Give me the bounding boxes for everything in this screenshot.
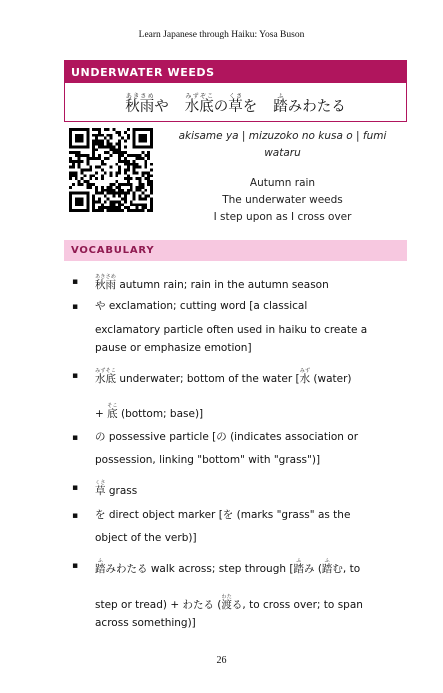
translation-line-3: I step upon as I cross over — [213, 211, 352, 223]
vocabulary-heading: VOCABULARY — [71, 245, 155, 256]
vocab-item-2-line-1: や exclamation; cutting word [a classical — [95, 300, 308, 312]
vocab-item-7-line-3: across something)] — [95, 617, 196, 629]
bullet-icon: ▪ — [72, 277, 79, 287]
vocab-item-7-line-1: 踏ふみわたる walk across; step through [踏ふみ (踏ふむ, to — [95, 558, 361, 575]
haiku-ruby-4: 踏ふ — [273, 93, 288, 115]
romaji-line-1: akisame ya | mizuzoko no kusa o | fumi — [178, 130, 387, 142]
vocab-item-4-line-1: の possessive particle [の (indicates association or — [95, 431, 359, 443]
translation-line-1: Autumn rain — [249, 177, 316, 189]
vocab-item-2-line-2: exclamatory particle often used in haiku to create a — [95, 324, 368, 336]
vocab-item-7-line-2: step or tread) + わたる (渡わたる, to cross over; to span — [95, 594, 363, 611]
haiku-line: 秋雨あきさめや 水底みずぞこの草くさを 踏ふみわたる — [125, 93, 346, 115]
haiku-text-1: や — [154, 99, 169, 115]
vocab-item-6-line-2: object of the verb)] — [95, 532, 197, 544]
vocab-item-4-line-2: possession, linking "bottom" with "grass")] — [95, 454, 321, 466]
running-head: Learn Japanese through Haiku: Yosa Buson — [138, 30, 305, 40]
page-number: 26 — [216, 655, 227, 666]
bullet-icon: ▪ — [72, 561, 79, 571]
translation-line-2: The underwater weeds — [222, 194, 343, 206]
haiku-ruby-2: 水底みずぞこ — [184, 93, 214, 115]
haiku-title: UNDERWATER WEEDS — [71, 66, 215, 79]
bullet-icon: ▪ — [72, 511, 79, 521]
haiku-ruby-1: 秋雨あきさめ — [125, 93, 155, 115]
romaji-line-2: wataru — [264, 147, 301, 159]
bullet-icon: ▪ — [72, 302, 79, 312]
bullet-icon: ▪ — [72, 433, 79, 443]
vocab-item-3-line-2: + 底そこ (bottom; base)] — [95, 403, 204, 420]
vocab-item-3-line-1: 水底みずそこ underwater; bottom of the water [水みず (water) — [95, 368, 352, 385]
vocab-item-5: 草くさ grass — [95, 480, 138, 497]
bullet-icon: ▪ — [72, 371, 79, 381]
bullet-icon: ▪ — [72, 483, 79, 493]
haiku-ruby-3: 草くさ — [228, 93, 243, 115]
vocab-item-2-line-3: pause or emphasize emotion] — [95, 342, 252, 354]
vocab-item-1: 秋雨あきさめ autumn rain; rain in the autumn season — [95, 274, 329, 291]
vocab-item-6-line-1: を direct object marker [を (marks "grass" as the — [95, 509, 351, 521]
